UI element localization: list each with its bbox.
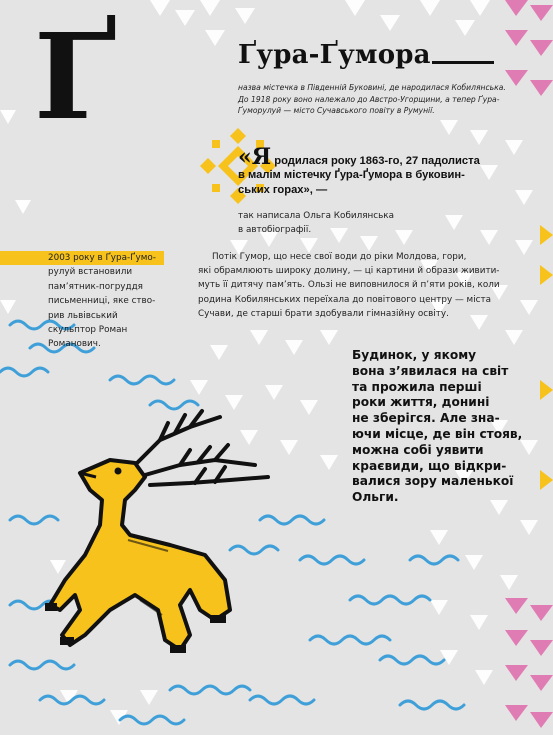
callout-line: вона з’явилася на світ <box>352 363 509 378</box>
page-title: Ґура-Ґумора <box>238 40 431 70</box>
deer-icon <box>40 405 280 670</box>
quote-drop: «Я <box>238 144 272 170</box>
body-line: які обрамлюють широку долину, — ці картини й образи живити- <box>198 266 500 277</box>
side-note-line: пам’ятник-погруддя <box>48 281 143 292</box>
side-note-line: Романович. <box>48 339 101 350</box>
quote-line: ських горах», — <box>238 183 328 196</box>
body-line: муть її дитячу пам’ять. Ользі не виповнилося й п’яти років, коли <box>198 280 500 291</box>
intro-line: Ґуморулуй — місто Сучавського повіту в Румунії. <box>238 106 435 115</box>
body-line: родина Кобилянських переїхала до повітового центру — міста <box>198 294 491 305</box>
callout-line: краєвиди, що відкри- <box>352 458 507 473</box>
side-note-highlight: 2003 року в Ґура-Ґумо- <box>0 251 164 265</box>
body-line: Потік Гумор, що несе свої води до ріки Молдова, гори, <box>212 252 467 262</box>
callout-line: валися зору маленької <box>352 474 514 489</box>
side-note-line: скульптор Роман <box>48 325 128 336</box>
attribution-line: так написала Ольга Кобилянська <box>238 211 394 221</box>
callout-line: не зберігся. Але зна- <box>352 411 500 426</box>
callout-line: ючи місце, де він стояв, <box>352 426 523 441</box>
callout-line: Ольги. <box>352 490 399 505</box>
side-note <box>0 251 170 352</box>
callout-line: роки життя, донині <box>352 395 490 410</box>
intro-line: До 1918 року воно належало до Австро-Угорщини, а тепер Ґура- <box>238 94 500 104</box>
callout-line: та прожила перші <box>352 379 482 394</box>
body-paragraph <box>198 250 500 321</box>
attribution-line: в автобіографії. <box>238 225 312 235</box>
attribution <box>238 209 458 237</box>
quote-line: родилася року 1863-го, 27 падолиста <box>271 155 480 167</box>
house-callout <box>352 348 524 506</box>
body-line: Сучави, де старші брати здобували гімназійну освіту. <box>198 308 449 319</box>
title-rule <box>432 61 494 64</box>
side-note-line: рулуй встановили <box>48 267 133 278</box>
intro-text <box>238 82 506 117</box>
callout-line: Будинок, у якому <box>352 348 477 362</box>
side-note-line: рив львівський <box>48 310 118 321</box>
initial-letter: Ґ <box>34 7 117 146</box>
quote <box>238 144 498 197</box>
side-note-line: письменниці, яке ство- <box>48 296 156 307</box>
intro-line: назва містечка в Південній Буковині, де народилася Кобилянська. <box>238 83 506 92</box>
callout-line: можна собі уявити <box>352 442 484 457</box>
quote-line: в малім містечку Ґура-Ґумора в буковин- <box>238 169 465 182</box>
